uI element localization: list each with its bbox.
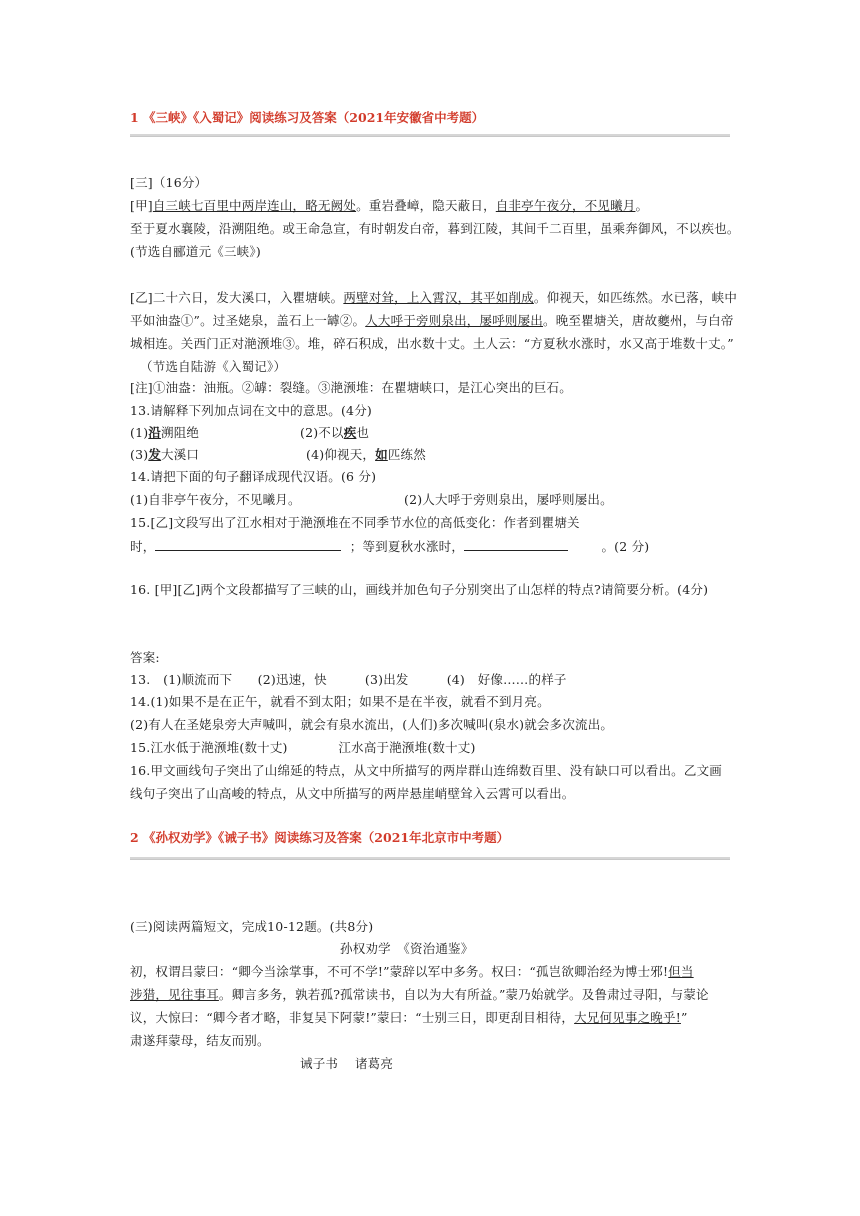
question-14-item-1: (1)自非亭午夜分，不见曦月。 bbox=[130, 492, 301, 507]
section-2-heading: (三)阅读两篇短文，完成10-12题。(共8分) bbox=[130, 919, 374, 934]
answer-heading: 答案: bbox=[130, 650, 160, 665]
dotted-word: 发 bbox=[148, 447, 162, 462]
passage-jia-line-2: 至于夏水襄陵，沿溯阻绝。或王命急宣，有时朝发白帝，暮到江陵，其间千二百里，虽乘奔御风，不以疾也。 bbox=[130, 221, 740, 236]
dotted-word: 沿 bbox=[148, 425, 162, 440]
item-number: (4)仰视天， bbox=[306, 447, 376, 462]
underlined-sentence-1: 自三峡七百里中两岸连山，略无阙处 bbox=[152, 198, 357, 213]
passage-text: 议，大惊曰：“卿今者才略，非复吴下阿蒙!”蒙曰：“士别三日，即更刮目相待， bbox=[130, 1010, 575, 1025]
annotation-note: [注]①油盎：油瓶。②罅：裂缝。③滟滪堆：在瞿塘峡口，是江心突出的巨石。 bbox=[130, 380, 572, 395]
answer-15: 15.江水低于滟滪堆(数十丈) 江水高于滟滪堆(数十丈) bbox=[130, 740, 476, 755]
question-15-line-2 bbox=[130, 538, 649, 555]
question-13-item-3 bbox=[130, 447, 199, 463]
underlined-sentence-4: 人大呼于旁则泉出，屡呼则屡出 bbox=[365, 313, 544, 328]
answer-blank-1[interactable] bbox=[155, 538, 341, 551]
passage-text: 平如油盎①”。过圣姥泉，盖石上一罅②。 bbox=[130, 313, 366, 328]
passage-yi-line-1 bbox=[130, 290, 737, 306]
passage-jia-label: [甲] bbox=[130, 198, 153, 213]
item-text: 匹练然 bbox=[387, 447, 426, 462]
passage-text: 。 bbox=[635, 198, 649, 213]
section-2-title: 2 《孙权劝学》《诫子书》阅读练习及答案（2021年北京市中考题） bbox=[130, 830, 510, 845]
passage-text: 。晚至瞿塘关，唐故夔州，与白帝 bbox=[543, 313, 734, 328]
question-text: ；等到夏秋水涨时， bbox=[349, 539, 465, 554]
question-13-item-1 bbox=[130, 425, 199, 441]
passage-sunquan-line-1 bbox=[130, 964, 694, 980]
passage-title-jiezishu: 诫子书 诸葛亮 bbox=[300, 1056, 394, 1071]
passage-text: [乙]二十六日，发大溪口，入瞿塘峡。 bbox=[130, 290, 344, 305]
question-15-line-1: 15.[乙]文段写出了江水相对于滟滪堆在不同季节水位的高低变化：作者到瞿塘关 bbox=[130, 515, 580, 530]
underlined-sentence-5b: 涉猎，见往事耳 bbox=[130, 987, 219, 1002]
answer-16-line-2: 线句子突出了山高峻的特点，从文中所描写的两岸悬崖峭壁耸入云霄可以看出。 bbox=[130, 786, 575, 801]
passage-text: ” bbox=[680, 1010, 688, 1025]
dotted-word: 如 bbox=[375, 447, 388, 462]
passage-jia-line-1 bbox=[130, 198, 648, 214]
dotted-word: 疾 bbox=[343, 425, 357, 440]
question-16: 16. [甲][乙]两个文段都描写了三峡的山，画线并加色句子分别突出了山怎样的特点?请简要分析。(4分) bbox=[130, 582, 709, 597]
underlined-sentence-2: 自非亭午夜分，不见曦月 bbox=[495, 198, 636, 213]
passage-yi-line-2 bbox=[130, 313, 734, 329]
item-text: 溯阻绝 bbox=[161, 425, 200, 440]
question-14: 14.请把下面的句子翻译成现代汉语。(6 分) bbox=[130, 469, 377, 484]
passage-text: 。仰视天，如匹练然。水已落，峡中 bbox=[533, 290, 738, 305]
passage-text: 。卿言多务，孰若孤?孤常读书，自以为大有所益。”蒙乃始就学。及鲁肃过寻阳，与蒙论 bbox=[218, 987, 709, 1002]
passage-jia-source: (节选自郦道元《三峡》) bbox=[130, 244, 261, 259]
answer-13: 13. (1)顺流而下 (2)迅速，快 (3)出发 (4) 好像……的样子 bbox=[130, 672, 567, 687]
answer-16-line-1: 16.甲文画线句子突出了山绵延的特点，从文中所描写的两岸群山连绵数百里、没有缺口可以看出。乙文画 bbox=[130, 763, 722, 778]
item-number: (2)不以 bbox=[300, 425, 344, 440]
passage-sunquan-line-4: 肃遂拜蒙母，结友而别。 bbox=[130, 1033, 270, 1048]
question-13-item-4 bbox=[306, 447, 426, 463]
section-1-title: 1 《三峡》《入蜀记》阅读练习及答案（2021年安徽省中考题） bbox=[130, 110, 485, 125]
answer-blank-2[interactable] bbox=[464, 538, 568, 551]
question-text: 时， bbox=[130, 539, 156, 554]
question-14-item-2: (2)人大呼于旁则泉出，屡呼则屡出。 bbox=[404, 492, 613, 507]
underlined-sentence-6: 大兄何见事之晚乎! bbox=[574, 1010, 681, 1025]
item-text: 大溪口 bbox=[161, 447, 200, 462]
question-text: 。(2 分) bbox=[601, 539, 650, 554]
section-2-divider bbox=[130, 857, 730, 860]
question-13-item-2 bbox=[300, 425, 369, 441]
section-1-divider bbox=[130, 134, 730, 137]
underlined-sentence-5a: 但当 bbox=[668, 964, 694, 979]
passage-sunquan-line-2 bbox=[130, 987, 709, 1003]
passage-title-sunquan: 孙权劝学 《资治通鉴》 bbox=[340, 941, 474, 956]
item-number: (3) bbox=[130, 447, 149, 462]
underlined-sentence-3: 两壁对耸，上入霄汉，其平如削成 bbox=[343, 290, 534, 305]
passage-yi-line-3: 城相连。关西门正对滟滪堆③。堆，碎石积成，出水数十丈。土人云：“方夏秋水涨时，水又高于堆数十丈。” bbox=[130, 336, 734, 351]
answer-14-2: (2)有人在圣姥泉旁大声喊叫，就会有泉水流出，(人们)多次喊叫(泉水)就会多次流出。 bbox=[130, 717, 614, 732]
section-1-heading: [三]（16分） bbox=[130, 175, 208, 190]
item-text: 也 bbox=[356, 425, 370, 440]
item-number: (1) bbox=[130, 425, 149, 440]
question-13: 13.请解释下列加点词在文中的意思。(4分) bbox=[130, 403, 372, 418]
passage-text: 。重岩叠嶂，隐天蔽日， bbox=[356, 198, 496, 213]
passage-yi-source: （节选自陆游《入蜀记》） bbox=[140, 359, 287, 374]
passage-sunquan-line-3 bbox=[130, 1010, 688, 1026]
passage-text: 初，权谓吕蒙曰：“卿今当涂掌事，不可不学!”蒙辞以军中多务。权曰：“孤岂欲卿治经为博士邪! bbox=[130, 964, 669, 979]
answer-14-1: 14.(1)如果不是在正午，就看不到太阳；如果不是在半夜，就看不到月亮。 bbox=[130, 694, 550, 709]
